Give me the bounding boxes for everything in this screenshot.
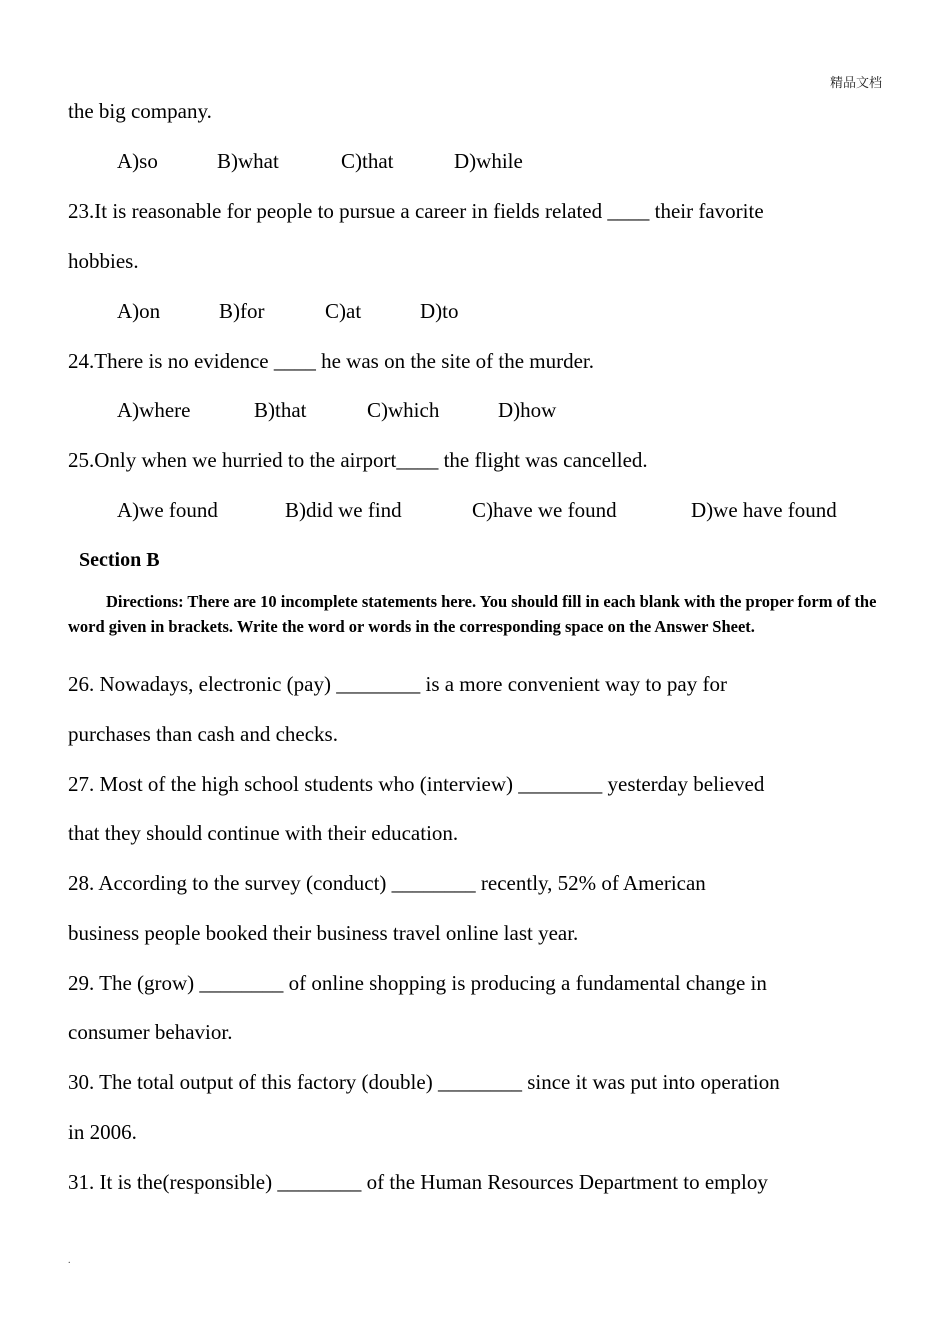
q22-option-b: B)what [217,149,279,173]
q25-option-b: B)did we find [285,498,402,522]
q22-option-d: D)while [454,149,523,173]
q24-option-b: B)that [254,398,307,422]
q28-line1: 28. According to the survey (conduct) ________ recently, 52% of American [68,871,706,895]
q23-option-b: B)for [219,299,265,323]
q23-option-c: C)at [325,299,362,323]
q24-option-c: C)which [367,398,440,422]
q23-option-a: A)on [117,299,161,323]
q26-line1: 26. Nowadays, electronic (pay) ________ is a more convenient way to pay for [68,672,727,696]
header-tag: 精品文档 [829,76,882,91]
q26-line2: purchases than cash and checks. [68,722,338,746]
section-b-title: Section B [79,549,160,571]
q27-line1: 27. Most of the high school students who (interview) ________ yesterday believed [68,772,765,796]
q23-stem-line1: 23.It is reasonable for people to pursue a career in fields related ____ their favorite [68,199,764,223]
q22-options [117,148,523,174]
q22-option-c: C)that [341,149,394,173]
q25-option-d: D)we have found [691,498,837,522]
q24-stem: 24.There is no evidence ____ he was on the site of the murder. [68,349,595,373]
q24-option-a: A)where [117,398,191,422]
q25-option-c: C)have we found [472,498,617,522]
q27-line2: that they should continue with their education. [68,821,459,845]
q23-stem-line2: hobbies. [68,249,139,273]
q23-options [117,298,459,324]
q24-options [117,397,556,423]
q28-line2: business people booked their business travel online last year. [68,921,579,945]
q30-line2: in 2006. [68,1120,137,1144]
q24-option-d: D)how [498,398,557,422]
q22-continuation: the big company. [68,99,212,123]
q22-option-a: A)so [117,149,158,173]
q25-option-a: A)we found [117,498,218,522]
section-b-directions: Directions: There are 10 incomplete statements here. You should fill in each blank with the proper form of the word given in brackets. Write the word or words in the corresponding space on the Answer Sheet. [68,592,877,636]
q29-line1: 29. The (grow) ________ of online shopping is producing a fundamental change in [68,971,767,995]
q25-options [117,497,837,523]
q29-line2: consumer behavior. [68,1020,233,1044]
q31-line1: 31. It is the(responsible) ________ of the Human Resources Department to employ [68,1170,768,1194]
footer-mark: . [68,1255,71,1266]
q25-stem: 25.Only when we hurried to the airport____ the flight was cancelled. [68,448,648,472]
q23-option-d: D)to [420,299,459,323]
q30-line1: 30. The total output of this factory (double) ________ since it was put into operation [68,1070,780,1094]
